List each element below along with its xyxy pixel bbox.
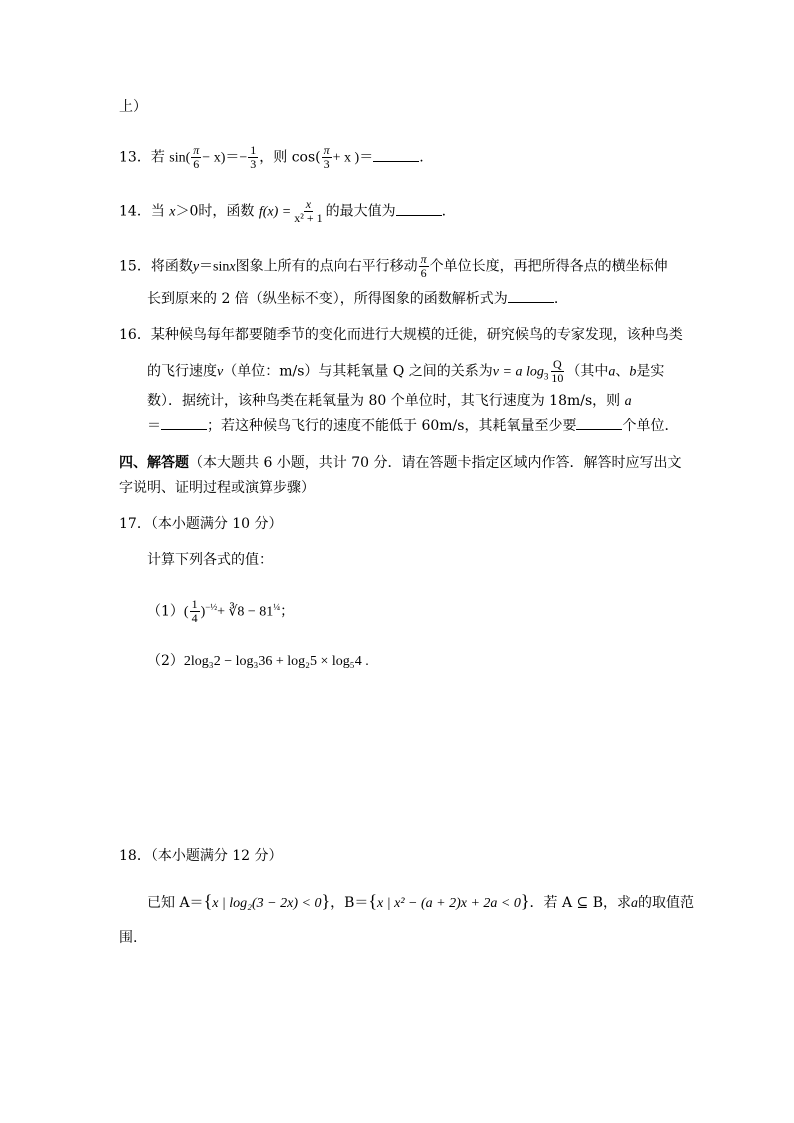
q18-brace-open-b: {	[368, 891, 378, 911]
q16-v: v	[217, 364, 224, 380]
q15-x: x	[229, 259, 236, 275]
section-4-title: 四、解答题	[119, 455, 189, 471]
question-18-line1	[147, 891, 694, 914]
question-16-line1: 16．某种候鸟每年都要随季节的变化而进行大规模的迁徙，研究候鸟的专家发现，该种鸟类	[119, 327, 683, 343]
q13-frac-1-3: $\frac{1}{3}$	[250, 143, 257, 171]
q15-frac-pi6: $\frac{\pi}{6}$	[420, 252, 427, 280]
question-16-line3	[147, 391, 632, 412]
q16-text-d: 是实	[636, 363, 665, 380]
q17-p1-label: （1）	[147, 603, 184, 620]
q16-text-b2: ；若这种候鸟飞行的速度不能低于 60m/s，其耗氧量至少要	[207, 418, 577, 434]
q18-a: a	[630, 896, 638, 911]
question-13	[119, 144, 424, 171]
question-17-part2	[147, 651, 369, 672]
q18-text-a: 已知 A＝	[147, 895, 204, 911]
q16-text-c: （其中	[566, 363, 609, 380]
q14-tail: 的最大值为	[325, 203, 396, 220]
q16-formula: v = a log	[492, 364, 544, 380]
q13-end: .	[419, 149, 424, 166]
q15-line2-text: 长到原来的 2 倍（纵坐标不变），所得图象的函数解析式为	[147, 291, 508, 307]
q13-then: ，则 cos(	[259, 149, 321, 166]
q16-log-base: 3	[543, 371, 549, 382]
question-15-line1	[119, 253, 668, 280]
q17-p1-paren-close: )	[200, 604, 206, 620]
q15-text-c: 图象上所有的点向右平行移动	[235, 258, 418, 275]
q17-p1-expr: + ∛8 − 81	[217, 604, 274, 620]
q18-set-a: x | log₂(3 − 2x) < 0	[212, 896, 322, 911]
q14-end: .	[441, 203, 447, 220]
q15-sin: ＝sin	[199, 259, 230, 275]
q15-text-d: 个单位长度，再把所得各点的横坐标伸	[429, 258, 668, 275]
question-17-intro: 计算下列各式的值：	[147, 552, 273, 568]
q13-plus: + x )＝	[332, 150, 374, 166]
q14-x: x	[169, 204, 176, 220]
q13-minus: − x)＝−	[202, 150, 248, 166]
q18-text-c: ．若 A ⊆ B，求	[529, 895, 631, 911]
question-17-head: 17．（本小题满分 10 分）	[119, 516, 283, 532]
q13-sin: sin(	[169, 150, 191, 166]
q13-number: 13．若	[119, 149, 165, 166]
question-17-part1	[147, 597, 294, 625]
q16-answer-blank-1[interactable]	[161, 415, 207, 430]
q18-text-d: 的取值范	[637, 895, 694, 911]
q18-text-b: ，B＝	[330, 895, 369, 911]
q13-frac-pi6: $\frac{\pi}{6}$	[193, 143, 200, 171]
q16-text-c2: 个单位．	[622, 418, 679, 434]
q18-brace-close-b: }	[520, 891, 530, 911]
q18-brace-open-a: {	[203, 891, 213, 911]
q17-p1-exp2: ¼	[273, 602, 281, 612]
section-4-header	[119, 453, 682, 473]
q16-b: b	[629, 364, 637, 380]
q16-a-2: a	[624, 394, 632, 409]
question-18-line2: 围.	[119, 930, 138, 946]
question-14	[119, 198, 446, 225]
q17-p1-frac: $\frac{1}{4}$	[191, 597, 198, 626]
q17-p1-end: ；	[280, 603, 295, 620]
q14-frac: $\frac{x}{\text{x² + 1}}$	[294, 197, 323, 225]
q17-p1-paren-open: (	[183, 604, 189, 620]
q16-line3-text: 数）．据统计，该种鸟类在耗氧量为 80 个单位时，其飞行速度为 18m/s，则	[147, 393, 621, 409]
q16-sep: 、	[615, 363, 630, 380]
q18-brace-close-a: }	[321, 891, 331, 911]
q16-frac-q10: $\frac{Q}{10}$	[551, 357, 564, 385]
q16-eq: ＝	[147, 418, 161, 434]
q17-p2-expr: 2log₃2 − log₃36 + log₂5 × log₅4 .	[183, 654, 369, 669]
q16-a: a	[608, 364, 616, 380]
q17-p1-exp1: −½	[205, 602, 218, 612]
section-4-desc2: 字说明、证明过程或演算步骤）	[119, 480, 315, 496]
q16-answer-blank-2[interactable]	[576, 415, 622, 430]
q14-number: 14．当	[119, 203, 165, 220]
q18-set-b: x | x² − (a + 2)x + 2a < 0	[377, 896, 521, 911]
q13-frac-pi3: $\frac{\pi}{3}$	[323, 143, 330, 171]
q15-answer-blank[interactable]	[508, 288, 554, 303]
question-15-line2	[147, 288, 558, 309]
q15-end: .	[553, 291, 559, 307]
question-16-line2	[147, 358, 664, 386]
section-4-desc1: （本大题共 6 小题，共计 70 分．请在答题卡指定区域内作答．解答时应写出文	[189, 455, 682, 471]
q14-fx: f(x) =	[258, 204, 292, 220]
q17-p2-label: （2）	[147, 653, 184, 669]
continuation-text: 上）	[119, 99, 147, 115]
q14-answer-blank[interactable]	[396, 201, 442, 216]
q15-y: y	[192, 259, 200, 275]
question-16-line4	[147, 415, 678, 436]
q13-answer-blank[interactable]	[373, 147, 419, 162]
q14-cond: ＞0时，函数	[175, 203, 255, 220]
q16-text-a: 的飞行速度	[147, 363, 217, 380]
q15-text-a: 15．将函数	[119, 258, 193, 275]
question-18-head: 18．（本小题满分 12 分）	[119, 848, 283, 864]
q16-text-b: （单位：m/s）与其耗氧量 Q 之间的关系为	[223, 363, 493, 380]
